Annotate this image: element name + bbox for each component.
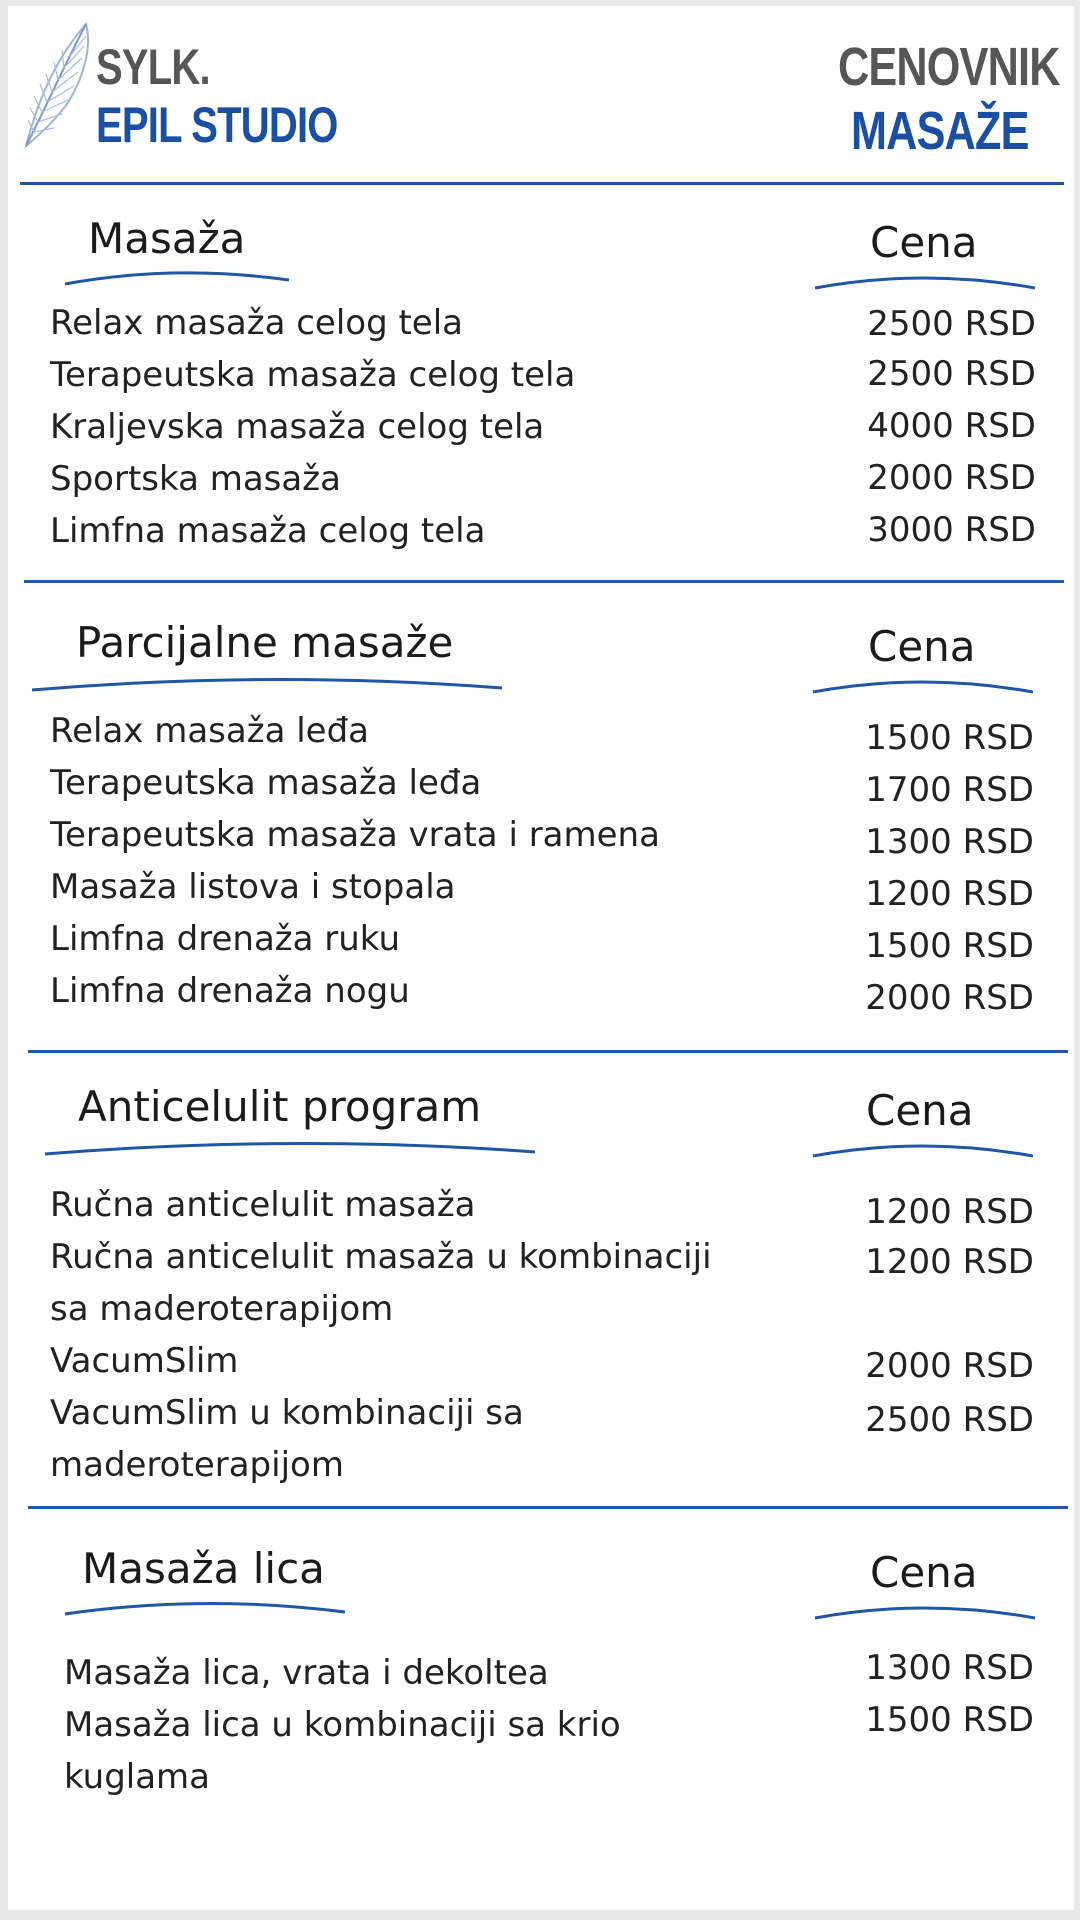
price-column-header: Cena	[870, 1548, 978, 1597]
service-name: Terapeutska masaža vrata i ramena	[50, 815, 660, 855]
divider	[24, 580, 1064, 583]
service-price: 1200 RSD	[865, 1192, 1034, 1232]
service-name: Terapeutska masaža leđa	[50, 763, 482, 803]
divider	[28, 1506, 1068, 1509]
service-price: 2000 RSD	[865, 1346, 1034, 1386]
section-title: Anticelulit program	[78, 1082, 482, 1131]
service-price: 2000 RSD	[865, 978, 1034, 1018]
service-name-continued: kuglama	[64, 1757, 211, 1797]
section-title: Masaža	[88, 214, 246, 263]
service-name: Limfna drenaža nogu	[50, 971, 410, 1011]
price-header-underline	[811, 678, 1036, 698]
service-name: Ručna anticelulit masaža u kombinaciji	[50, 1237, 712, 1277]
service-price: 1500 RSD	[865, 718, 1034, 758]
service-name: Ručna anticelulit masaža	[50, 1185, 476, 1225]
service-name: Relax masaža celog tela	[50, 303, 463, 343]
service-name: Kraljevska masaža celog tela	[50, 407, 545, 447]
price-header-underline	[813, 274, 1038, 294]
title-underline	[43, 1138, 538, 1158]
page-title-line1: CENOVNIK	[838, 37, 1060, 97]
service-name: Sportska masaža	[50, 459, 341, 499]
service-name: VacumSlim	[50, 1341, 239, 1381]
service-price: 3000 RSD	[867, 510, 1036, 550]
title-underline	[63, 268, 293, 288]
service-name-continued: sa maderoterapijom	[50, 1289, 394, 1329]
service-price: 1200 RSD	[865, 874, 1034, 914]
price-header-underline	[813, 1604, 1038, 1624]
title-underline	[63, 1598, 348, 1618]
service-name: Relax masaža leđa	[50, 711, 369, 751]
service-price: 2000 RSD	[867, 458, 1036, 498]
service-name: Limfna masaža celog tela	[50, 511, 486, 551]
service-price: 1300 RSD	[865, 1648, 1034, 1688]
brand-name-line2: EPIL STUDIO	[96, 97, 338, 153]
service-price: 2500 RSD	[867, 304, 1036, 344]
price-column-header: Cena	[870, 218, 978, 267]
service-name: Limfna drenaža ruku	[50, 919, 400, 959]
service-price: 1200 RSD	[865, 1242, 1034, 1282]
service-name: Masaža listova i stopala	[50, 867, 456, 907]
title-underline	[30, 674, 505, 694]
service-price: 2500 RSD	[867, 354, 1036, 394]
page-title-line2: MASAŽE	[851, 101, 1029, 161]
service-name: Masaža lica, vrata i dekoltea	[64, 1653, 549, 1693]
service-price: 1500 RSD	[865, 1700, 1034, 1740]
service-price: 2500 RSD	[865, 1400, 1034, 1440]
divider	[20, 182, 1064, 185]
service-name: Masaža lica u kombinaciji sa krio	[64, 1705, 621, 1745]
divider	[28, 1050, 1068, 1053]
brand-name-line1: SYLK.	[96, 39, 210, 95]
service-price: 1700 RSD	[865, 770, 1034, 810]
section-title: Parcijalne masaže	[76, 618, 454, 667]
service-name-continued: maderoterapijom	[50, 1445, 344, 1485]
feather-icon	[14, 16, 96, 156]
section-title: Masaža lica	[82, 1544, 325, 1593]
service-name: Terapeutska masaža celog tela	[50, 355, 576, 395]
service-name: VacumSlim u kombinaciji sa	[50, 1393, 524, 1433]
price-column-header: Cena	[866, 1086, 974, 1135]
price-header-underline	[811, 1142, 1036, 1162]
service-price: 1500 RSD	[865, 926, 1034, 966]
price-list-page	[8, 6, 1074, 1910]
price-column-header: Cena	[868, 622, 976, 671]
service-price: 4000 RSD	[867, 406, 1036, 446]
service-price: 1300 RSD	[865, 822, 1034, 862]
